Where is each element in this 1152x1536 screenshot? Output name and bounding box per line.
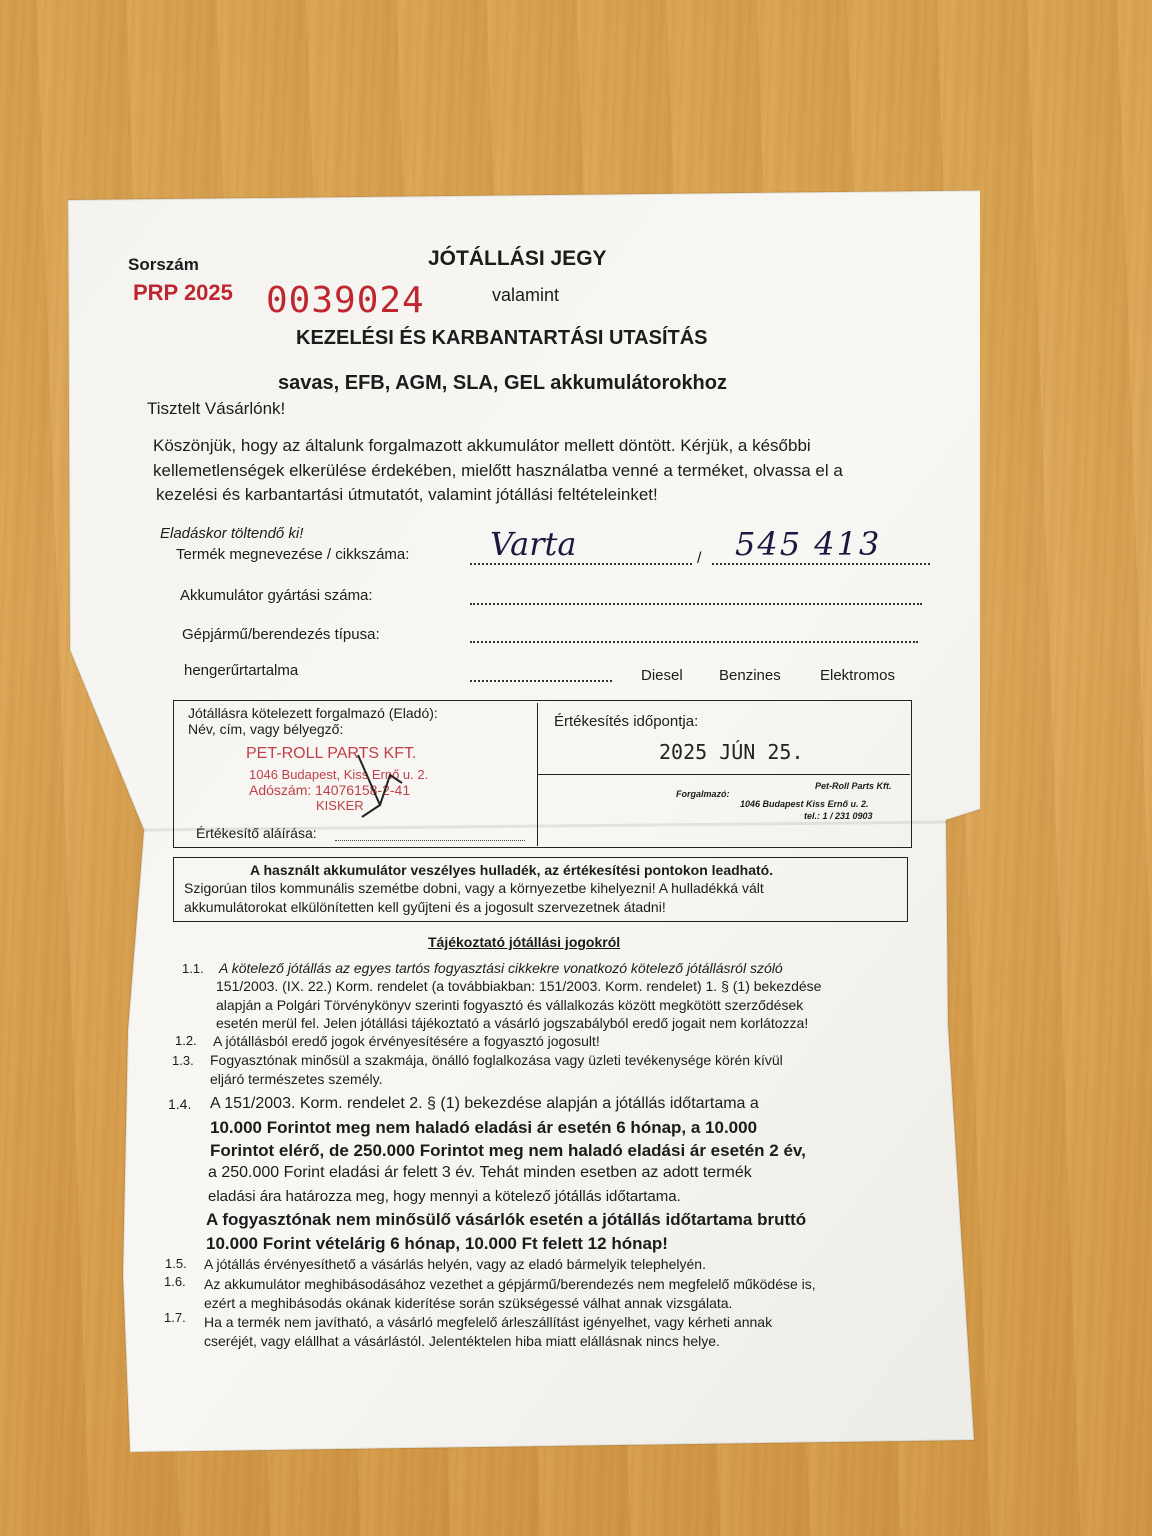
rights-item-1-6-number: 1.6. [164, 1274, 186, 1289]
stamp-address: 1046 Budapest, Kiss Ernő u. 2. [249, 767, 429, 782]
hazard-title: A használt akkumulátor veszélyes hulladék, az értékesítési pontokon leadható. [250, 862, 774, 878]
hazard-line-1: Szigorúan tilos kommunális szemétbe dobni, vagy a környezetbe kihelyezni! A hulladékká vált [184, 880, 764, 896]
rights-item-1-5-line-1: A jótállás érvényesíthető a vásárlás helyén, vagy az eladó bármelyik telephelyén. [204, 1256, 706, 1272]
seller-signature [350, 745, 410, 820]
distributor-phone: tel.: 1 / 231 0903 [804, 811, 873, 821]
serial-number: 0039024 [266, 280, 425, 321]
vehicle-line-dots [470, 641, 918, 643]
slash-separator: / [697, 550, 702, 567]
rights-item-1-4-line-2: 10.000 Forintot meg nem haladó eladási ár esetén 6 hónap, a 10.000 [210, 1118, 758, 1137]
rights-item-1-4-line-6: A fogyasztónak nem minősülő vásárlók esetén a jótállás időtartama bruttó [206, 1210, 807, 1229]
date-label: Értékesítés időpontja: [554, 713, 699, 730]
serial-label: Akkumulátor gyártási száma: [180, 587, 373, 604]
code-line-dots [712, 563, 930, 565]
rights-item-1-1-line-3: alapján a Polgári Törvénykönyv szerinti fogyasztó és vállalkozás között megkötött szerződések [216, 997, 804, 1013]
fuel-option-diesel[interactable]: Diesel [641, 667, 683, 684]
seller-title: Jótállásra kötelezett forgalmazó (Eladó): [188, 705, 438, 721]
seller-subtitle: Név, cím, vagy bélyegző: [188, 721, 344, 737]
valamint-text: valamint [492, 285, 560, 305]
rights-item-1-3-line-2: eljáró természetes személy. [210, 1071, 383, 1087]
document-title: JÓTÁLLÁSI JEGY [428, 247, 607, 270]
rights-item-1-4-line-1: A 151/2003. Korm. rendelet 2. § (1) bekezdése alapján a jótállás időtartama a [210, 1095, 759, 1112]
form-heading: Eladáskor töltendő ki! [160, 525, 304, 542]
product-line-dots [470, 563, 692, 565]
rights-item-1-4-line-4: a 250.000 Forint eladási ár felett 3 év. Tehát minden esetben az adott termék [208, 1164, 752, 1181]
fuel-option-benzines[interactable]: Benzines [719, 667, 781, 684]
sorszam-label: Sorszám [128, 255, 199, 274]
handwritten-product: Varta [490, 525, 577, 563]
rights-item-1-7-number: 1.7. [164, 1310, 186, 1325]
capacity-line-dots [470, 680, 612, 682]
seller-box-divider-horizontal [537, 774, 910, 775]
rights-item-1-7-line-2: cseréjét, vagy elállhat a vásárlástól. Jelentéktelen hiba miatt elállásnak nincs helye. [204, 1333, 720, 1349]
vehicle-label: Gépjármű/berendezés típusa: [182, 626, 380, 643]
distributor-name: Pet-Roll Parts Kft. [815, 781, 892, 791]
capacity-label: hengerűrtartalma [184, 662, 299, 679]
rights-item-1-1-line-4: esetén merül fel. Jelen jótállási tájékoztató a vásárló jogszabályból eredő jogait nem korlátozza! [216, 1015, 809, 1031]
handwritten-code: 545 413 [735, 525, 882, 563]
series-number: PRP 2025 [133, 280, 233, 305]
fuel-option-elektromos[interactable]: Elektromos [820, 667, 896, 684]
stamp-type: KISKER [316, 798, 364, 813]
rights-item-1-4-line-5: eladási ára határozza meg, hogy mennyi a kötelező jótállás időtartama. [208, 1188, 681, 1205]
rights-item-1-3-number: 1.3. [172, 1053, 194, 1068]
signature-line-dots [335, 840, 525, 841]
distributor-address: 1046 Budapest Kiss Ernő u. 2. [740, 799, 869, 809]
greeting: Tisztelt Vásárlónk! [147, 399, 286, 418]
rights-item-1-6-line-1: Az akkumulátor meghibásodásához vezethet a gépjármű/berendezés nem megfelelő működése is, [204, 1276, 816, 1292]
rights-item-1-4-number: 1.4. [168, 1096, 192, 1112]
signature-label: Értékesítő aláírása: [196, 825, 317, 841]
rights-item-1-2-number: 1.2. [175, 1033, 197, 1048]
intro-line-2: kellemetlenségek elkerülése érdekében, mielőtt használatba venné a terméket, olvassa el a [153, 461, 843, 480]
rights-item-1-4-line-3: Forintot elérő, de 250.000 Forintot meg nem haladó eladási ár esetén 2 év, [210, 1141, 806, 1160]
rights-heading: Tájékoztató jótállási jogokról [428, 934, 621, 950]
rights-item-1-6-line-2: ezért a meghibásodás okának kiderítése során szükségessé válhat annak vizsgálata. [204, 1295, 733, 1311]
rights-item-1-7-line-1: Ha a termék nem javítható, a vásárló megfelelő árleszállítást igényelhet, vagy kérheti annak [204, 1314, 773, 1330]
rights-item-1-3-line-1: Fogyasztónak minősül a szakmája, önálló foglalkozása vagy üzleti tevékenysége körén kívül [210, 1052, 783, 1068]
product-line: savas, EFB, AGM, SLA, GEL akkumulátorokhoz [278, 372, 727, 394]
rights-item-1-1-line-1: A kötelező jótállás az egyes tartós fogyasztási cikkekre vonatkozó kötelező jótállásról szóló [219, 960, 783, 976]
serial-line-dots [470, 603, 922, 605]
date-stamp: 2025 JÚN 25. [659, 740, 804, 764]
rights-item-1-1-number: 1.1. [182, 961, 204, 976]
rights-item-1-4-line-7: 10.000 Forint vételárig 6 hónap, 10.000 Ft felett 12 hónap! [206, 1234, 668, 1253]
rights-item-1-2-line-1: A jótállásból eredő jogok érvényesítésére a fogyasztó jogosult! [213, 1033, 600, 1049]
hazard-line-2: akkumulátorokat elkülönítetten kell gyűjteni és a jogosult szervezetnek átadni! [184, 899, 666, 915]
rights-item-1-1-line-2: 151/2003. (IX. 22.) Korm. rendelet (a továbbiakban: 151/2003. Korm. rendelet) 1. § (1) bekezdése [216, 978, 822, 994]
intro-line-1: Köszönjük, hogy az általunk forgalmazott akkumulátor mellett döntött. Kérjük, a későbbi [153, 436, 811, 455]
distributor-label: Forgalmazó: [676, 789, 730, 799]
product-label: Termék megnevezése / cikkszáma: [176, 546, 410, 563]
stamp-name: PET-ROLL PARTS KFT. [246, 745, 417, 762]
document-subtitle: KEZELÉSI ÉS KARBANTARTÁSI UTASÍTÁS [296, 327, 708, 349]
intro-line-3: kezelési és karbantartási útmutatót, valamint jótállási feltételeinket! [156, 485, 658, 504]
rights-item-1-5-number: 1.5. [165, 1256, 187, 1271]
stamp-tax: Adószám: 14076158-2-41 [249, 782, 411, 798]
